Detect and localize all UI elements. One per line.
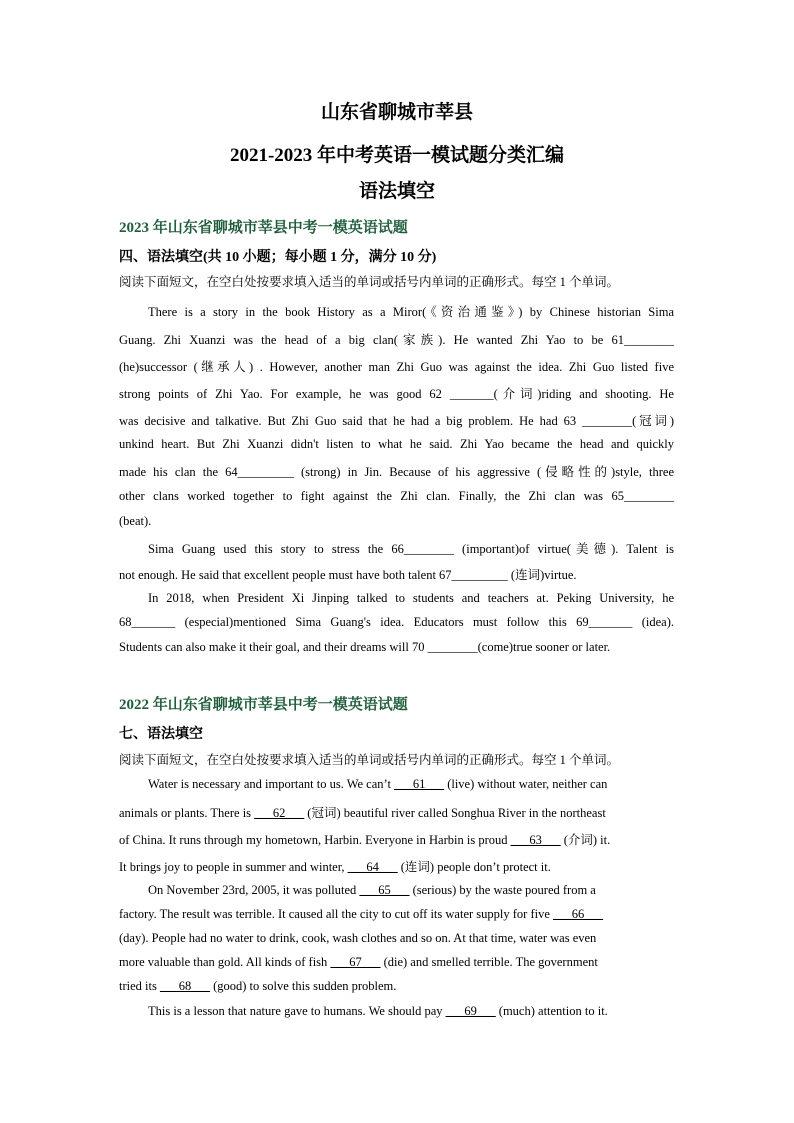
passage-line: On November 23rd, 2005, it was polluted ___65___ (serious) by the waste poured from a (148, 883, 596, 897)
passage-line: It brings joy to people in summer and winter, ___64___ (连词) people don’t protect it. (119, 860, 551, 874)
passage-line: tried its ___68___ (good) to solve this sudden problem. (119, 979, 397, 993)
blank-68: ___68___ (159, 979, 210, 993)
instruction-text: 阅读下面短文，在空白处按要求填入适当的单词或括号内单词的正确形式。每空 1 个单词。 (119, 275, 620, 289)
passage-line: was decisive and talkative. But Zhi Guo said that he had a big problem. He had 63 ________(冠词) (119, 414, 674, 428)
passage-line: In 2018, when President Xi Jinping talked to students and teachers at. Peking University, he (148, 591, 674, 605)
passage-line: more valuable than gold. All kinds of fish ___67___ (die) and smelled terrible. The government (119, 955, 598, 969)
title-line-1: 山东省聊城市莘县 (320, 102, 473, 123)
passage-line: made his clan the 64_________ (strong) in Jin. Because of his aggressive (侵略性的)style, three (119, 465, 674, 479)
blank-65: ___65___ (359, 883, 410, 897)
section-2023-subheading: 四、语法填空(共 10 小题；每小题 1 分，满分 10 分) (119, 250, 437, 265)
passage-line: (beat). (119, 514, 152, 528)
blank-61: ___61___ (394, 777, 445, 791)
blank-62: ___62___ (254, 806, 305, 820)
title-line-3: 语法填空 (358, 181, 435, 202)
passage-line: This is a lesson that nature gave to humans. We should pay ___69___ (much) attention to it. (148, 1004, 608, 1018)
passage-line: animals or plants. There is ___62___ (冠词) beautiful river called Songhua River in the northeast (119, 806, 606, 820)
passage-line: other clans worked together to fight against the Zhi clan. Finally, the Zhi clan was 65________ (119, 489, 674, 503)
passage-line: strong points of Zhi Yao. For example, he was good 62 _______(介词)riding and shooting. He (119, 387, 674, 401)
blank-67: ___67___ (330, 955, 381, 969)
passage-line: of China. It runs through my hometown, Harbin. Everyone in Harbin is proud ___63___ (介词) it. (119, 833, 611, 847)
blank-66: ___66___ (553, 907, 604, 921)
passage-line: not enough. He said that excellent people must have both talent 67_________ (连词)virtue. (119, 568, 577, 582)
section-2022-heading: 2022 年山东省聊城市莘县中考一模英语试题 (119, 697, 408, 713)
passage-line: Water is necessary and important to us. We can’t ___61___ (live) without water, neither can (148, 777, 608, 791)
title-line-2: 2021-2023 年中考英语一模试题分类汇编 (229, 145, 565, 166)
blank-63: ___63___ (510, 833, 561, 847)
passage-line: unkind heart. But Zhi Xuanzi didn't listen to what he said. Zhi Yao became the head and quickly (119, 437, 674, 451)
passage-line: (day). People had no water to drink, cook, wash clothes and so on. At that time, water was even (119, 931, 597, 945)
passage-line: Guang. Zhi Xuanzi was the head of a big clan(家族). He wanted Zhi Yao to be 61________ (119, 333, 674, 347)
instruction-text: 阅读下面短文，在空白处按要求填入适当的单词或括号内单词的正确形式。每空 1 个单词。 (119, 753, 620, 767)
passage-line: There is a story in the book History as a Miror(《资治通鉴》) by Chinese historian Sima (148, 305, 674, 319)
section-2022-subheading: 七、语法填空 (119, 727, 203, 742)
blank-64: ___64___ (347, 860, 398, 874)
passage-line: 68_______ (especial)mentioned Sima Guang's idea. Educators must follow this 69_______ (idea). (119, 615, 674, 629)
blank-69: ___69___ (445, 1004, 496, 1018)
section-2023-heading: 2023 年山东省聊城市莘县中考一模英语试题 (119, 220, 408, 236)
passage-line: Students can also make it their goal, and their dreams will 70 ________(come)true sooner or later. (119, 640, 611, 654)
passage-line: factory. The result was terrible. It caused all the city to cut off its water supply for five ___66___ (119, 907, 604, 921)
passage-line: (he)successor (继承人) . However, another man Zhi Guo was against the idea. Zhi Guo listed five (119, 360, 674, 374)
passage-line: Sima Guang used this story to stress the 66________ (important)of virtue(美德). Talent is (148, 542, 674, 556)
